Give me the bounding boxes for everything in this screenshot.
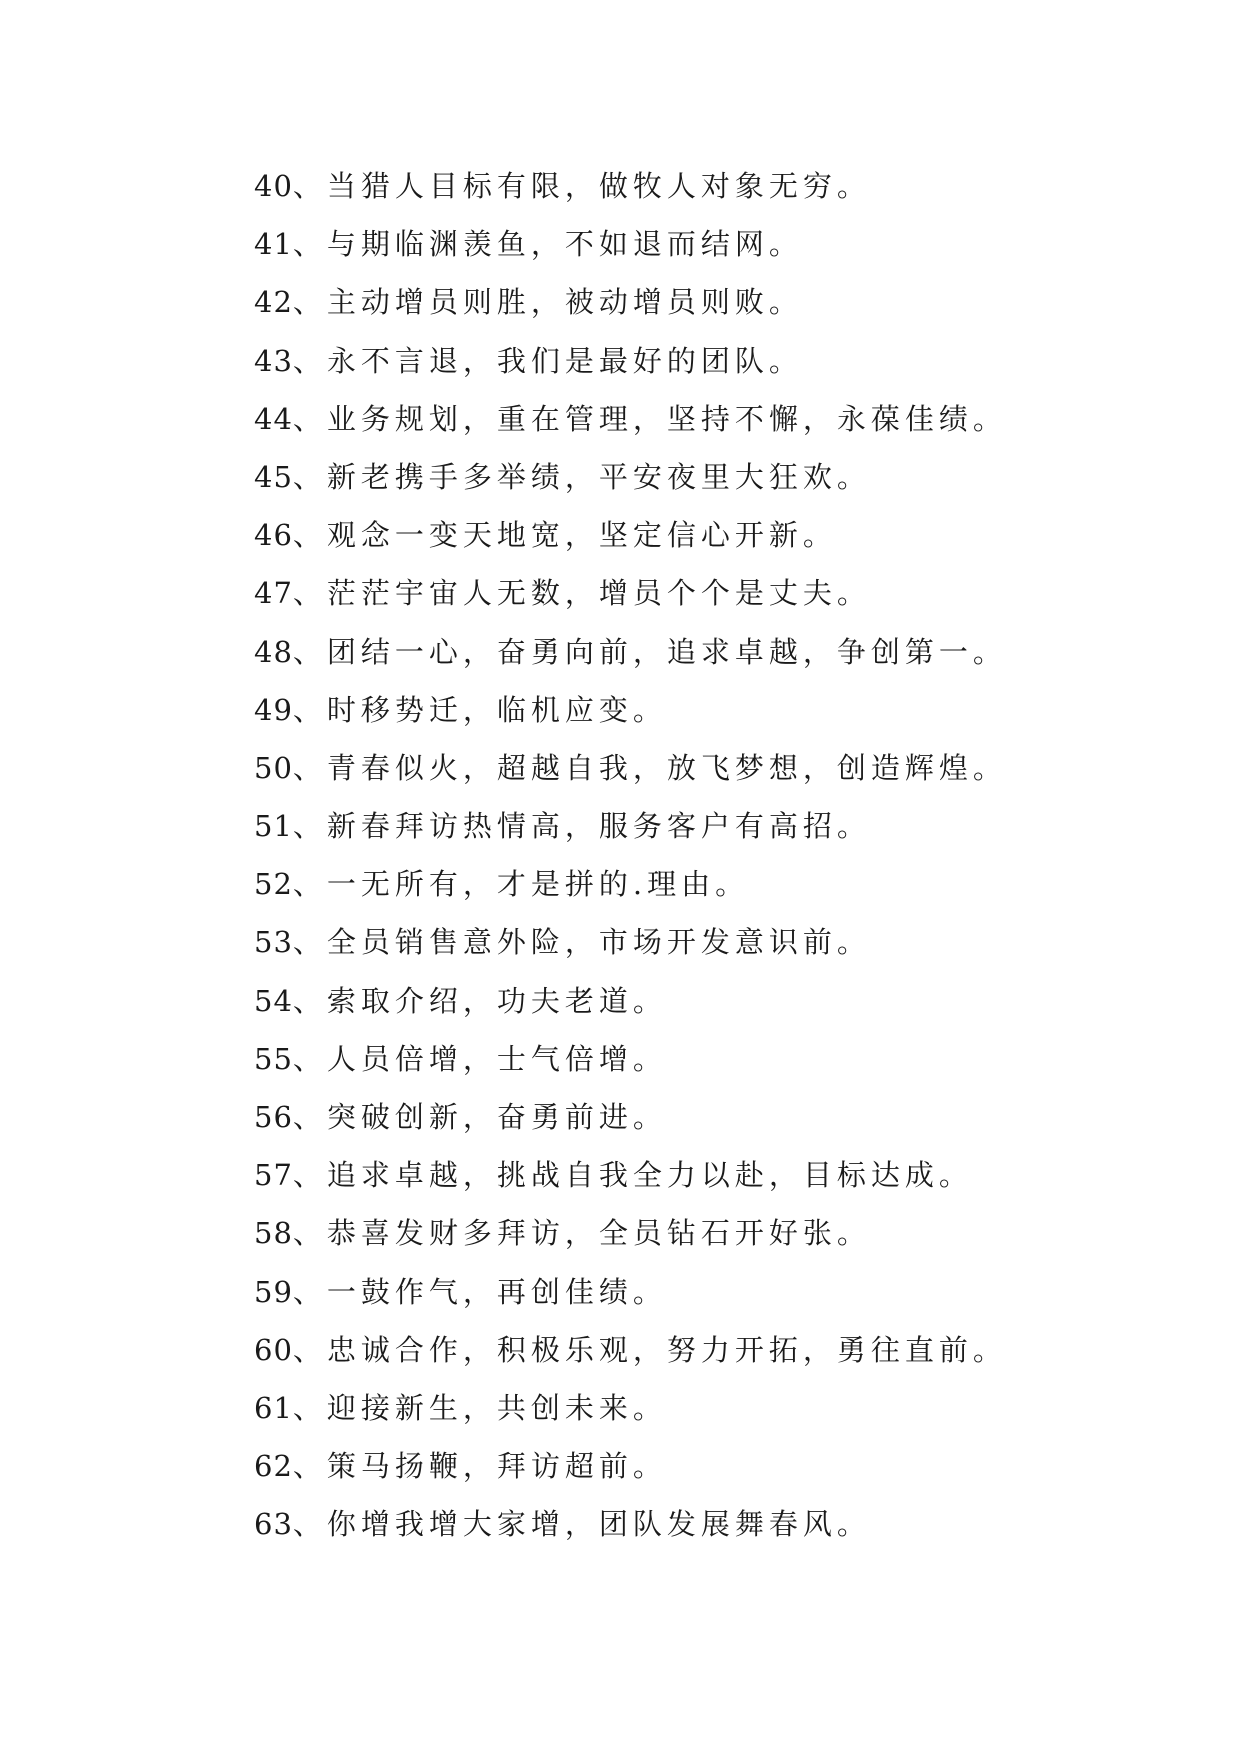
- item-number: 49: [254, 692, 293, 727]
- item-text: 、青春似火，超越自我，放飞梦想，创造辉煌。: [292, 750, 1007, 785]
- item-number: 51: [254, 809, 293, 844]
- item-number: 56: [254, 1100, 293, 1134]
- item-number: 57: [254, 1158, 293, 1193]
- item-text: 、迎接新生，共创未来。: [292, 1390, 667, 1425]
- list-item: [254, 506, 1007, 564]
- list-item: [254, 448, 1007, 506]
- item-number: 48: [254, 634, 293, 669]
- item-text: 、业务规划，重在管理，坚持不懈，永葆佳绩。: [292, 401, 1007, 436]
- item-number: 58: [254, 1216, 293, 1251]
- list-item: [254, 681, 1007, 739]
- list-item: [254, 972, 1007, 1030]
- list-item: [254, 797, 1007, 855]
- item-number: 52: [254, 867, 293, 902]
- list-item: [254, 157, 1007, 215]
- list-item: [254, 564, 1007, 622]
- item-text: 、忠诚合作，积极乐观，努力开拓，勇往直前。: [292, 1332, 1007, 1367]
- item-text: 、恭喜发财多拜访，全员钻石开好张。: [292, 1216, 871, 1251]
- item-text: 、追求卓越，挑战自我全力以赴，目标达成。: [292, 1158, 973, 1193]
- item-number: 63: [254, 1507, 293, 1542]
- item-number: 60: [254, 1332, 293, 1367]
- list-item: [254, 1495, 1007, 1553]
- item-number: 47: [254, 576, 293, 611]
- item-number: 45: [254, 459, 293, 494]
- item-text: 、茫茫宇宙人无数，增员个个是丈夫。: [292, 576, 871, 611]
- list-item: [254, 390, 1007, 448]
- list-item: [254, 1263, 1007, 1321]
- item-text: 、人员倍增，士气倍增。: [292, 1041, 667, 1076]
- item-text: 、新老携手多举绩，平安夜里大狂欢。: [292, 459, 871, 494]
- item-text: 、突破创新，奋勇前进。: [292, 1100, 667, 1134]
- item-text: 、与期临渊羡鱼，不如退而结网。: [292, 227, 803, 262]
- item-text: 、全员销售意外险，市场开发意识前。: [292, 925, 871, 960]
- item-number: 43: [254, 343, 293, 378]
- item-number: 55: [254, 1041, 293, 1076]
- item-number: 42: [254, 285, 293, 320]
- list-item: [254, 273, 1007, 331]
- list-item: [254, 913, 1007, 971]
- list-item: [254, 739, 1007, 797]
- item-number: 46: [254, 518, 293, 553]
- item-text: 、索取介绍，功夫老道。: [292, 983, 667, 1018]
- list-item: [254, 1030, 1007, 1088]
- list-item: [254, 1379, 1007, 1437]
- list-item: [254, 1146, 1007, 1204]
- item-text: 、主动增员则胜，被动增员则败。: [292, 285, 803, 320]
- list-item: [254, 332, 1007, 390]
- item-number: 62: [254, 1449, 293, 1484]
- item-text: 、团结一心，奋勇向前，追求卓越，争创第一。: [292, 634, 1007, 669]
- item-text: 、当猎人目标有限，做牧人对象无穷。: [292, 169, 871, 203]
- item-text: 、新春拜访热情高，服务客户有高招。: [292, 809, 871, 844]
- item-text: 、一鼓作气，再创佳绩。: [292, 1274, 667, 1309]
- item-number: 53: [254, 925, 293, 960]
- list-item: [254, 1437, 1007, 1495]
- list-item: [254, 1204, 1007, 1262]
- item-number: 40: [254, 169, 293, 203]
- list-item: [254, 215, 1007, 273]
- list-item: [254, 1321, 1007, 1379]
- item-text: 、永不言退，我们是最好的团队。: [292, 343, 803, 378]
- item-number: 54: [254, 983, 293, 1018]
- item-text: 、时移势迁，临机应变。: [292, 692, 667, 727]
- item-number: 61: [254, 1390, 293, 1425]
- item-text: 、观念一变天地宽，坚定信心开新。: [292, 518, 837, 553]
- item-text: 、一无所有，才是拼的.理由。: [292, 867, 750, 902]
- item-text: 、你增我增大家增，团队发展舞春风。: [292, 1507, 871, 1542]
- item-number: 44: [254, 401, 293, 436]
- item-number: 41: [254, 227, 293, 262]
- item-number: 50: [254, 750, 293, 785]
- slogan-list: [254, 157, 1007, 1554]
- list-item: [254, 623, 1007, 681]
- list-item: [254, 855, 1007, 913]
- item-number: 59: [254, 1274, 293, 1309]
- list-item: [254, 1088, 1007, 1146]
- item-text: 、策马扬鞭，拜访超前。: [292, 1449, 667, 1484]
